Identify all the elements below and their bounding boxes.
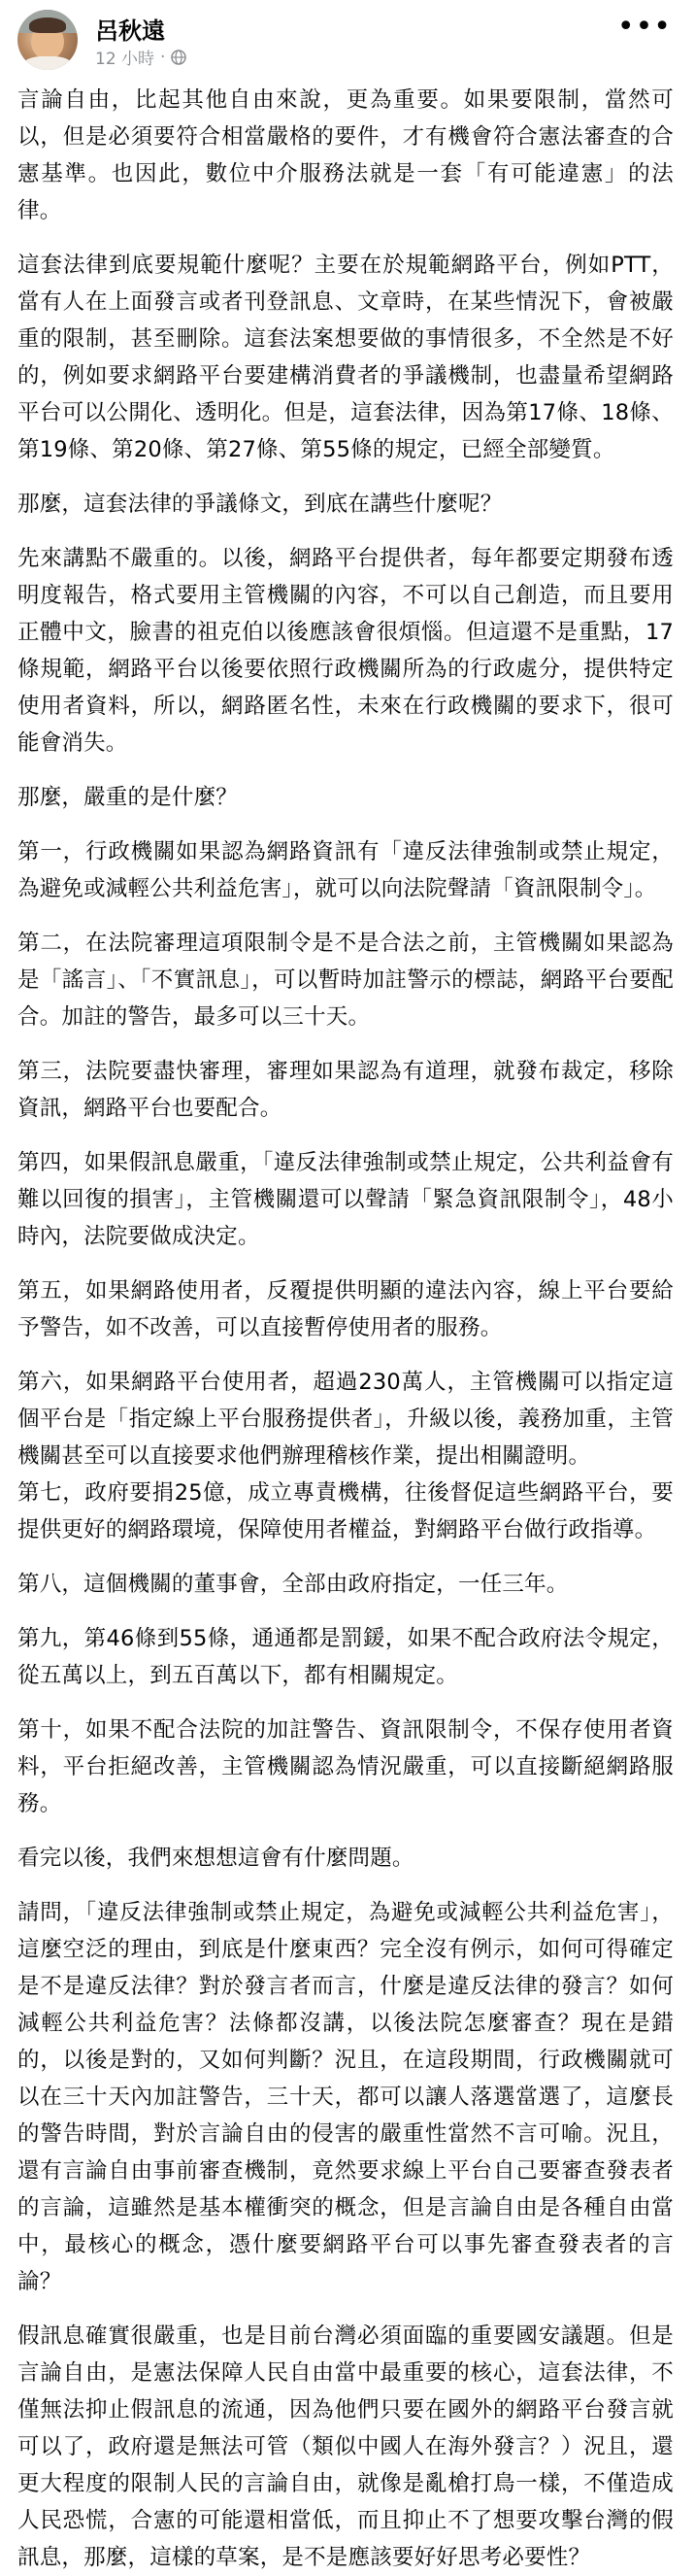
post-paragraph: 看完以後，我們來想想這會有什麼問題。 <box>17 1846 414 1871</box>
post-paragraph: 第一，行政機關如果認為網路資訊有「違反法律強制或禁止規定，為避免或減輕公共利益危害」，就可以向法院聲請「資訊限制令」。 <box>17 839 674 901</box>
post-paragraph: 第四，如果假訊息嚴重，「違反法律強制或禁止規定，公共利益會有難以回復的損害」，主管機關還可以聲請「緊急資訊限制令」，48小時內，法院要做成決定。 <box>17 1150 674 1249</box>
post-paragraph: 第五，如果網路使用者，反覆提供明顯的違法內容，線上平台要給予警告，如不改善，可以直接暫停使用者的服務。 <box>17 1278 674 1340</box>
post-paragraph: 假訊息確實很嚴重，也是目前台灣必須面臨的重要國安議題。但是言論自由，是憲法保障人民自由當中最重要的核心，這套法律，不僅無法抑止假訊息的流通，因為他們只要在國外的網路平台發言就可以了，政府還是無法可管（類似中國人在海外發言？）況且，還更大程度的限制人民的言論自由，就像是亂槍打鳥一樣，不僅造成人民恐慌，合憲的可能還相當低，而且抑止不了想要攻擊台灣的假訊息，那麼，這樣的草案，是不是應該要好好思考必要性？ <box>17 2323 674 2570</box>
post-paragraph: 第七，政府要捐25億，成立專責機構，往後督促這些網路平台，要提供更好的網路環境，保障使用者權益，對網路平台做行政指導。 <box>17 1480 674 1542</box>
post-paragraph: 先來講點不嚴重的。以後，網路平台提供者，每年都要定期發布透明度報告，格式要用主管機關的內容，不可以自己創造，而且要用正體中文，臉書的祖克伯以後應該會很煩惱。但這還不是重點，17條規範，網路平台以後要依照行政機關所為的行政處分，提供特定使用者資料，所以，網路匿名性，未來在行政機關的要求下，很可能會消失。 <box>17 546 674 756</box>
post-body <box>0 82 695 2576</box>
author-name[interactable]: 呂秋遠 <box>95 17 165 45</box>
post-paragraph: 那麼，這套法律的爭議條文，到底在講些什麼呢？ <box>17 491 503 517</box>
more-horizontal-icon: ••• <box>616 10 672 44</box>
post-paragraph: 第八，這個機關的董事會，全部由政府指定，一任三年。 <box>17 1572 569 1597</box>
post-paragraph: 那麼，嚴重的是什麼？ <box>17 785 239 810</box>
post-paragraph: 第二，在法院審理這項限制令是不是合法之前，主管機關如果認為是「謠言」、「不實訊息」，可以暫時加註警示的標誌，網路平台要配合。加註的警告，最多可以三十天。 <box>17 931 674 1030</box>
post-paragraph: 請問，「違反法律強制或禁止規定，為避免或減輕公共利益危害」，這麼空泛的理由，到底是什麼東西？完全沒有例示，如何可得確定是不是違反法律？對於發言者而言，什麼是違反法律的發言？如何減輕公共利益危害？法條都沒講，以後法院怎麼審查？現在是錯的，以後是對的，又如何判斷？況且，在這段期間，行政機關就可以在三十天內加註警告，三十天，都可以讓人落選當選了，這麼長的警告時間，對於言論自由的侵害的嚴重性當然不言可喻。況且，還有言論自由事前審查機制，竟然要求線上平台自己要審查發表者的言論，這雖然是基本權衝突的概念，但是言論自由是各種自由當中，最核心的概念，憑什麼要網路平台可以事先審查發表者的言論？ <box>17 1900 674 2294</box>
post-paragraph: 第三，法院要盡快審理，審理如果認為有道理，就發布裁定，移除資訊，網路平台也要配合。 <box>17 1059 674 1121</box>
post-paragraph: 第十，如果不配合法院的加註警告、資訊限制令，不保存使用者資料，平台拒絕改善，主管機關認為情況嚴重，可以直接斷絕網路服務。 <box>17 1717 674 1816</box>
meta-separator: · <box>160 47 166 67</box>
post-paragraph: 第九，第46條到55條，通通都是罰鍰，如果不配合政府法令規定，從五萬以上，到五百萬以下，都有相關規定。 <box>17 1626 674 1688</box>
more-options-button[interactable] <box>616 10 672 44</box>
post-paragraph: 言論自由，比起其他自由來說，更為重要。如果要限制，當然可以，但是必須要符合相當嚴格的要件，才有機會符合憲法審查的合憲基準。也因此，數位中介服務法就是一套「有可能違憲」的法律。 <box>17 87 674 223</box>
post-header <box>0 0 695 82</box>
post-meta <box>95 45 186 69</box>
avatar[interactable] <box>17 10 78 70</box>
globe-icon <box>171 50 186 65</box>
post-paragraph: 這套法律到底要規範什麼呢？主要在於規範網路平台，例如PTT，當有人在上面發言或者刊登訊息、文章時，在某些情況下，會被嚴重的限制，甚至刪除。這套法案想要做的事情很多，不全然是不好的，例如要求網路平台要建構消費者的爭議機制，也盡量希望網路平台可以公開化、透明化。但是，這套法律，因為第17條、18條、第19條、第20條、第27條、第55條的規定，已經全部變質。 <box>17 253 674 462</box>
post-paragraph: 第六，如果網路平台使用者，超過230萬人，主管機關可以指定這個平台是「指定線上平台服務提供者」，升級以後，義務加重，主管機關甚至可以直接要求他們辦理稽核作業，提出相關證明。 <box>17 1370 674 1469</box>
post-timestamp[interactable]: 12 小時 <box>95 50 155 69</box>
